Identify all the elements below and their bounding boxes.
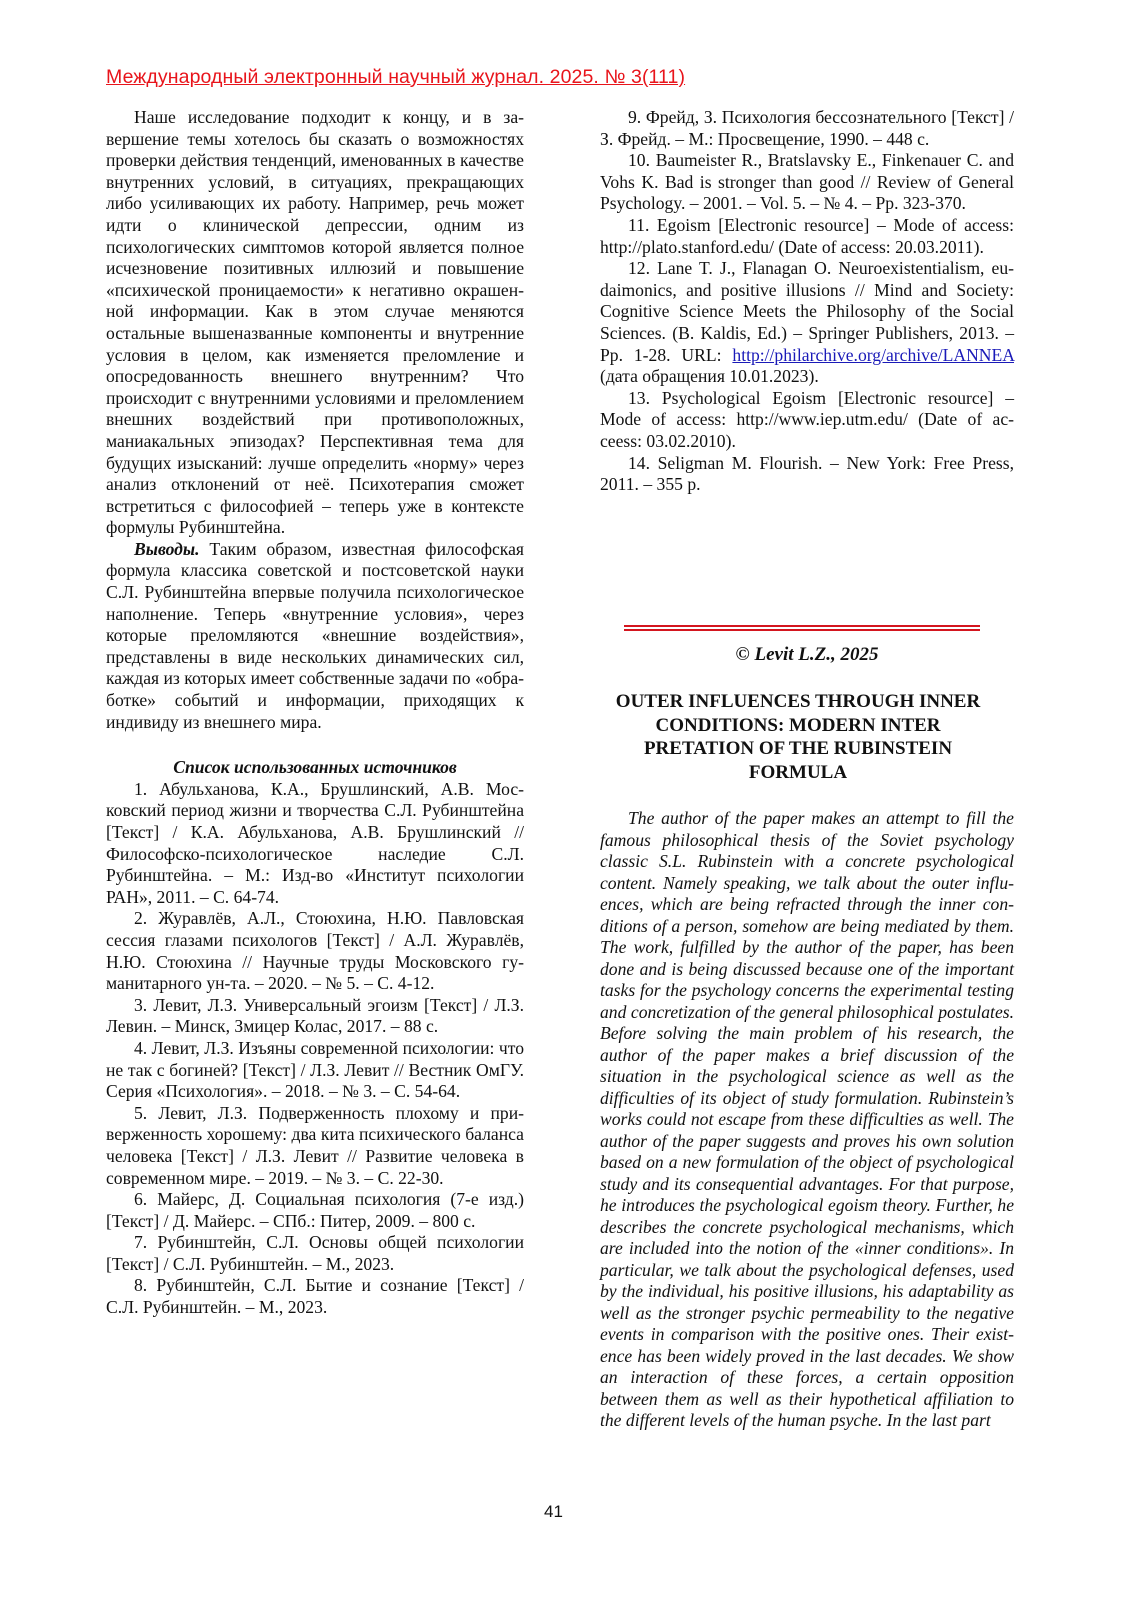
conclusions-text: Таким образом, известная философская формула классика советской и постсоветской науки С.Л. Рубинштейна впервые получила психологическое наполнение. Теперь «внутренние условия», через которые преломляются «внешние воздействия», представлены в виде нескольких динамических сил, каждая из которых имеет собственные задачи по «обработке» событий и информации, приходящих к индивиду из внешнего мира.	[106, 538, 524, 732]
reference-item: 5. Левит, Л.З. Подверженность плохому и приверженность хорошему: два кита психического баланса человека [Текст] / Л.З. Левит // Развитие человека в современном мире. – 2019. – № 3. – С. 22-30.	[106, 1102, 524, 1188]
references-title: Список использованных источников	[173, 757, 457, 778]
reference-text: (дата обращения 10.01.2023).	[600, 366, 819, 387]
reference-item: 6. Майерс, Д. Социальная психология (7-е изд.) [Текст] / Д. Майерс. – СПб.: Питер, 2009. – 800 с.	[106, 1189, 524, 1231]
reference-link[interactable]: http://philarchive.org/archive/LANNEA	[732, 344, 1014, 365]
reference-item: 14. Seligman M. Flourish. – New York: Free Press, 2011. – 355 p.	[600, 452, 1014, 495]
reference-text: 12. Lane T. J., Flanagan O. Neuroexistentialism, eudaimonics, and positive illusions // Mind and Society: Cognitive Science Meets the Philosophy of the Social Sciences. (B. Kaldis, Ed.) – Springer Publishers, 2013. – Pp. 1-28. URL:	[600, 258, 1014, 365]
journal-header[interactable]: Международный электронный научный журнал. 2025. № 3(111)	[106, 66, 686, 88]
reference-item	[600, 258, 1014, 388]
abstract-text: The author of the paper makes an attempt to fill the famous philosophical thesis of the Soviet psychology classic S.L. Rubinstein with a concrete psychological content. Namely speaking, we talk about the outer influences, which are being refracted through the inner conditions of a person, somehow are being mediated by them. The work, fulfilled by the author of the paper, has been done and is being discussed because one of the important tasks for the psychology concerns the experimental testing and concretization of the general philosophical postulates. Before solving the main problem of his research, the author of the paper makes a brief discussion of the situation in the psychological science as well as the difficulties of its object of study formulation. Rubinstein’s works could not escape from these difficulties as well. The author of the paper suggests and proves his own solution based on a new formulation of the object of psychological study and its consequential advantages. For that purpose, he introduces the psychological egoism theory. Further, he describes the concrete psychological mechanisms, which are included into the notion of the «inner conditions». In particular, we talk about the psychological defenses, used by the individual, his positive illusions, his adaptability as well as the stronger psychic permeability to the negative events in comparison with the positive ones. Their existence has been widely proved in the last decades. We show an interaction of these forces, a certain opposition between them as well as their hypothetical affiliation to the different levels of the human psyche. In the last part	[600, 808, 1014, 1430]
conclusions-label: Выводы.	[134, 538, 200, 559]
conclusions-paragraph	[106, 539, 524, 733]
copyright-line: © Levit L.Z., 2025	[735, 644, 879, 665]
reference-item: 11. Egoism [Electronic resource] – Mode of access: http://plato.stanford.edu/ (Date of access: 20.03.2011).	[600, 214, 1014, 257]
abstract	[600, 808, 1014, 1432]
reference-item: 8. Рубинштейн, С.Л. Бытие и сознание [Текст] / С.Л. Рубинштейн. – М., 2023.	[106, 1275, 524, 1318]
reference-item: 7. Рубинштейн, С.Л. Основы общей психологии [Текст] / С.Л. Рубинштейн. – М., 2023.	[106, 1232, 524, 1274]
reference-item: 13. Psychological Egoism [Electronic resource] – Mode of access: http://www.iep.utm.edu/ (Date of acceess: 03.02.2010).	[600, 387, 1014, 451]
reference-item: 4. Левит, Л.З. Изъяны современной психологии: что не так с богиней? [Текст] / Л.З. Левит // Вестник ОмГУ. Серия «Психология». – 2018. – № 3. – С. 54-64.	[106, 1037, 524, 1102]
reference-item: 2. Журавлёв, А.Л., Стоюхина, Н.Ю. Павловская сессия глазами психологов [Текст] / А.Л. Журавлёв, Н.Ю. Стоюхина // Научные труды Московского гуманитарного ун-та. – 2020. – № 5. – С. 4-12.	[106, 908, 524, 994]
reference-item: 9. Фрейд, З. Психология бессознательного [Текст] / З. Фрейд. – М.: Просвещение, 1990. – 448 с.	[600, 107, 1014, 149]
article-title: OUTER INFLUENCES THROUGH INNER CONDITIONS: MODERN INTER PRETATION OF THE RUBINSTEIN FORMULA	[615, 691, 981, 783]
body-paragraph: Наше исследование подходит к концу, и в завершение темы хотелось бы сказать о возможностях проверки действия тенденций, именованных в качестве внутренних условий, в ситуациях, прекращающих либо усиливающих их работу. Например, речь может идти о клинической депрессии, одним из психологических симптомов которой является полное исчезновение позитивных иллюзий и повышение «психической проницаемости» к негативно окрашенной информации. Как в этом случае меняются остальные вышеназванные компоненты и внутренние условия в целом, как изменяется преломление и опосредованность внешнего внутренним? Что происходит с внутренними условиями и преломлением внешних воздействий при противоположных, маниакальных эпизодах? Перспективная тема для будущих изысканий: лучше определить «норму» через анализ отклонений от неё. Психотерапия сможет встретиться с философией – теперь уже в контексте формулы Рубинштейна.	[106, 107, 524, 538]
section-separator	[624, 625, 980, 631]
left-column	[106, 107, 524, 1319]
reference-item: 3. Левит, Л.З. Универсальный эгоизм [Текст] / Л.З. Левин. – Минск, Змицер Колас, 2017. – 88 с.	[106, 994, 524, 1037]
reference-item: 1. Абульханова, К.А., Брушлинский, А.В. Московский период жизни и творчества С.Л. Рубинштейна [Текст] / К.А. Абульханова, А.В. Брушлинский // Философско-психологическое наследие С.Л. Рубинштейна. – М.: Изд-во «Институт психологии РАН», 2011. – С. 64-74.	[106, 778, 524, 907]
reference-item: 10. Baumeister R., Bratslavsky E., Finkenauer C. and Vohs K. Bad is stronger than good // Review of General Psychology. – 2001. – Vol. 5. – № 4. – Pp. 323-370.	[600, 150, 1014, 214]
page-number: 41	[544, 1502, 563, 1521]
right-column-references	[600, 107, 1014, 496]
